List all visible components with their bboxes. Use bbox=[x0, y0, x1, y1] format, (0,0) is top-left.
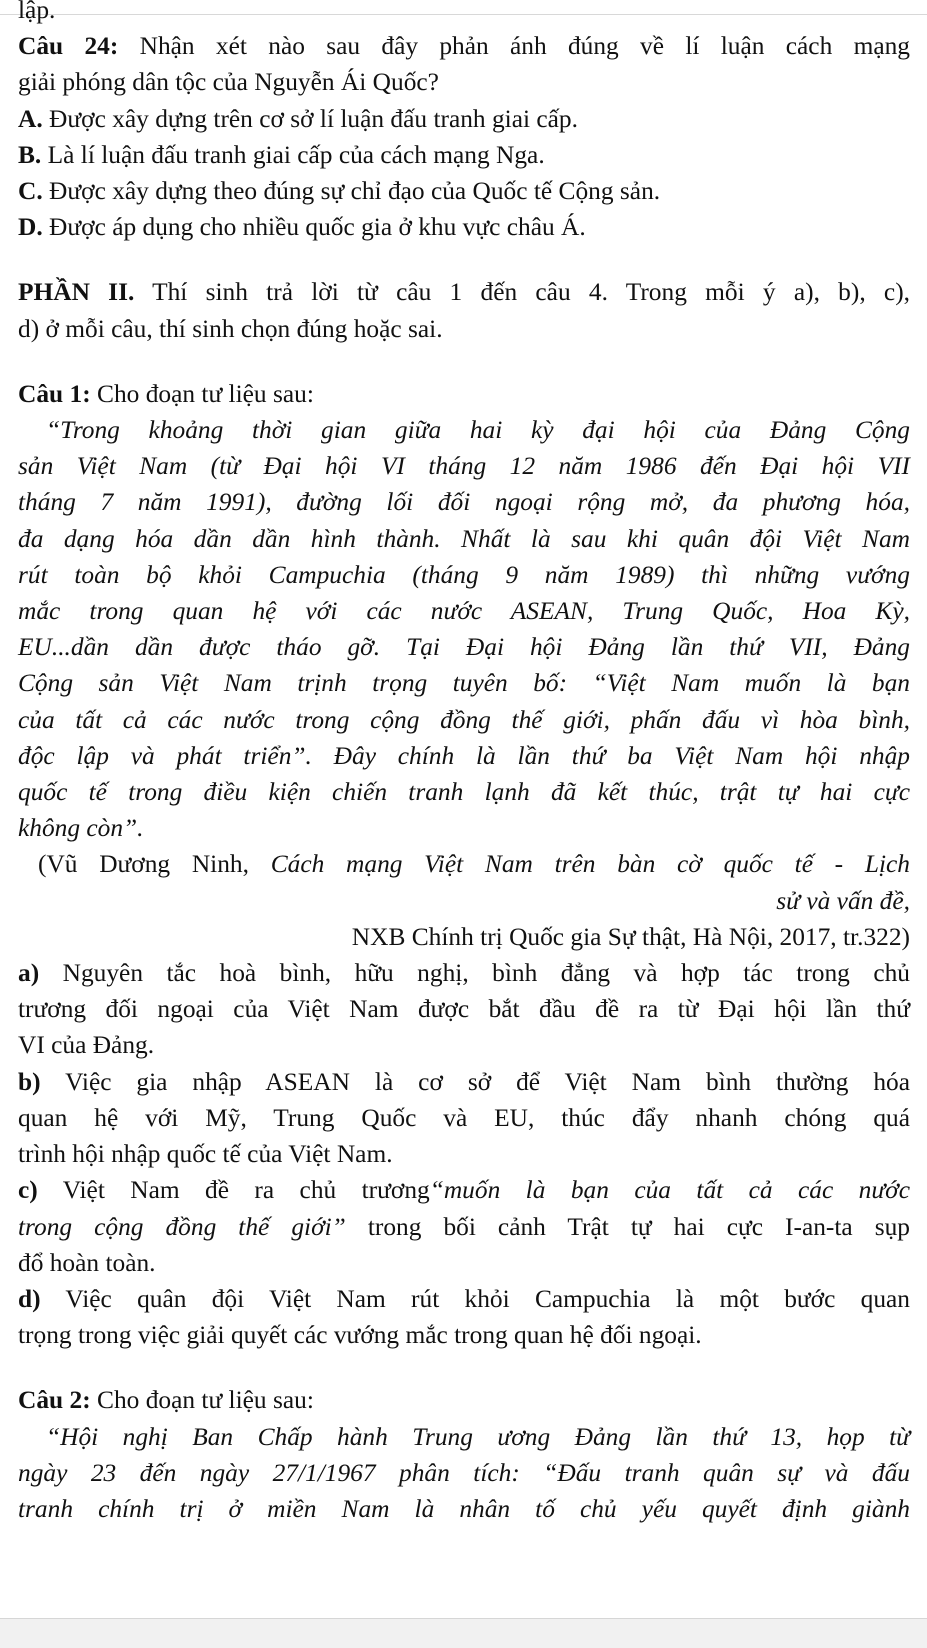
q1-quote-line: tháng 7 năm 1991), đường lối đối ngoại rộng mở, đa phương hóa, bbox=[18, 488, 910, 517]
q1-quote-line: đa dạng hóa dần dần hình thành. Nhất là sau khi quân đội Việt Nam bbox=[18, 524, 910, 553]
item-a-line-1: a) Nguyên tắc hoà bình, hữu nghị, bình đẳng và hợp tác trong chủ bbox=[18, 959, 910, 988]
q2-intro: Câu 2: Cho đoạn tư liệu sau: bbox=[18, 1386, 314, 1415]
q1-quote-line: Cộng sản Việt Nam trịnh trọng tuyên bố: “Việt Nam muốn là bạn bbox=[18, 669, 910, 698]
q1-quote-line: “Trong khoảng thời gian giữa hai kỳ đại hội của Đảng Cộng bbox=[46, 416, 910, 445]
q2-quote-line: tranh chính trị ở miền Nam là nhân tố chủ yếu quyết định giành bbox=[18, 1494, 910, 1523]
item-b-line-2: quan hệ với Mỹ, Trung Quốc và EU, thúc đẩy nhanh chóng quá bbox=[18, 1103, 910, 1132]
part2-line-1: PHẦN II. Thí sinh trả lời từ câu 1 đến câu 4. Trong mỗi ý a), b), c), bbox=[18, 278, 910, 307]
q1-quote-line: không còn”. bbox=[18, 814, 144, 843]
question-1 bbox=[18, 376, 910, 1353]
q1-source bbox=[18, 846, 910, 955]
item-c-line-1: c) Việt Nam đề ra chủ trương“muốn là bạn của tất cả các nước bbox=[18, 1176, 910, 1205]
q1-quote-line: EU...dần dần được tháo gỡ. Tại Đại hội Đảng lần thứ VII, Đảng bbox=[18, 633, 910, 662]
q1-label: Câu 1: bbox=[18, 379, 91, 408]
q1-intro: Câu 1: Cho đoạn tư liệu sau: bbox=[18, 379, 314, 408]
q1-item-d bbox=[18, 1281, 910, 1353]
q2-quote-line: ngày 23 đến ngày 27/1/1967 phân tích: “Đấu tranh quân sự và đấu bbox=[18, 1458, 910, 1487]
item-c-line-3: đổ hoàn toàn. bbox=[18, 1248, 156, 1277]
q1-quote-line: của tất cả các nước trong cộng đồng thế giới, phấn đấu vì hòa bình, bbox=[18, 705, 910, 734]
q24-option-d: D. Được áp dụng cho nhiều quốc gia ở khu vực châu Á. bbox=[18, 213, 586, 242]
q24-label: Câu 24: bbox=[18, 32, 119, 61]
q24-option-c: C. Được xây dựng theo đúng sự chỉ đạo của Quốc tế Cộng sản. bbox=[18, 177, 661, 206]
part2-line-2: d) ở mỗi câu, thí sinh chọn đúng hoặc sai. bbox=[18, 314, 443, 343]
q24-line-2: giải phóng dân tộc của Nguyễn Ái Quốc? bbox=[18, 68, 439, 97]
source-line-1: (Vũ Dương Ninh, Cách mạng Việt Nam trên bàn cờ quốc tế - Lịch bbox=[38, 850, 911, 879]
q24-option-b: B. Là lí luận đấu tranh giai cấp của cách mạng Nga. bbox=[18, 140, 545, 169]
q1-quote-line: độc lập và phát triển”. Đây chính là lần thứ ba Việt Nam hội nhập bbox=[18, 741, 910, 770]
q1-quote-line: rút toàn bộ khỏi Campuchia (tháng 9 năm 1989) thì những vướng bbox=[18, 560, 910, 589]
part-2-instructions bbox=[18, 274, 910, 346]
q2-label: Câu 2: bbox=[18, 1386, 91, 1415]
q1-quote-line: quốc tế trong điều kiện chiến tranh lạnh đã kết thúc, trật tự hai cực bbox=[18, 778, 910, 807]
top-fragment: lập. bbox=[18, 0, 56, 24]
q1-quote bbox=[18, 412, 910, 846]
item-d-line-2: trọng trong việc giải quyết các vướng mắc trong quan hệ đối ngoại. bbox=[18, 1321, 702, 1350]
item-b-line-3: trình hội nhập quốc tế của Việt Nam. bbox=[18, 1140, 393, 1169]
q1-item-c bbox=[18, 1172, 910, 1281]
document-page bbox=[18, 0, 910, 1527]
part2-label: PHẦN II. bbox=[18, 278, 135, 307]
q24-line-1: Câu 24: Nhận xét nào sau đây phản ánh đúng về lí luận cách mạng bbox=[18, 32, 910, 61]
q2-quote-line: “Hội nghị Ban Chấp hành Trung ương Đảng lần thứ 13, họp từ bbox=[46, 1422, 910, 1451]
q1-quote-line: mắc trong quan hệ với các nước ASEAN, Trung Quốc, Hoa Kỳ, bbox=[18, 597, 910, 626]
item-d-line-1: d) Việc quân đội Việt Nam rút khỏi Campuchia là một bước quan bbox=[18, 1284, 911, 1313]
question-24 bbox=[18, 28, 910, 245]
item-b-line-1: b) Việc gia nhập ASEAN là cơ sở để Việt Nam bình thường hóa bbox=[18, 1067, 911, 1096]
q1-item-a bbox=[18, 955, 910, 1064]
q24-option-a: A. Được xây dựng trên cơ sở lí luận đấu tranh giai cấp. bbox=[18, 104, 578, 133]
q1-quote-line: sản Việt Nam (từ Đại hội VI tháng 12 năm 1986 đến Đại hội VII bbox=[18, 452, 910, 481]
item-c-line-2: trong cộng đồng thế giới” trong bối cảnh Trật tự hai cực I-an-ta sụp bbox=[18, 1212, 910, 1241]
source-line-2: sử và vấn đề, bbox=[776, 886, 910, 915]
question-2 bbox=[18, 1382, 910, 1527]
q1-item-b bbox=[18, 1064, 910, 1173]
bottom-toolbar-strip bbox=[0, 1618, 927, 1648]
item-a-line-3: VI của Đảng. bbox=[18, 1031, 155, 1060]
item-a-line-2: trương đối ngoại của Việt Nam được bắt đầu đề ra từ Đại hội lần thứ bbox=[18, 995, 910, 1024]
source-line-3: NXB Chính trị Quốc gia Sự thật, Hà Nội, 2017, tr.322) bbox=[351, 922, 910, 951]
